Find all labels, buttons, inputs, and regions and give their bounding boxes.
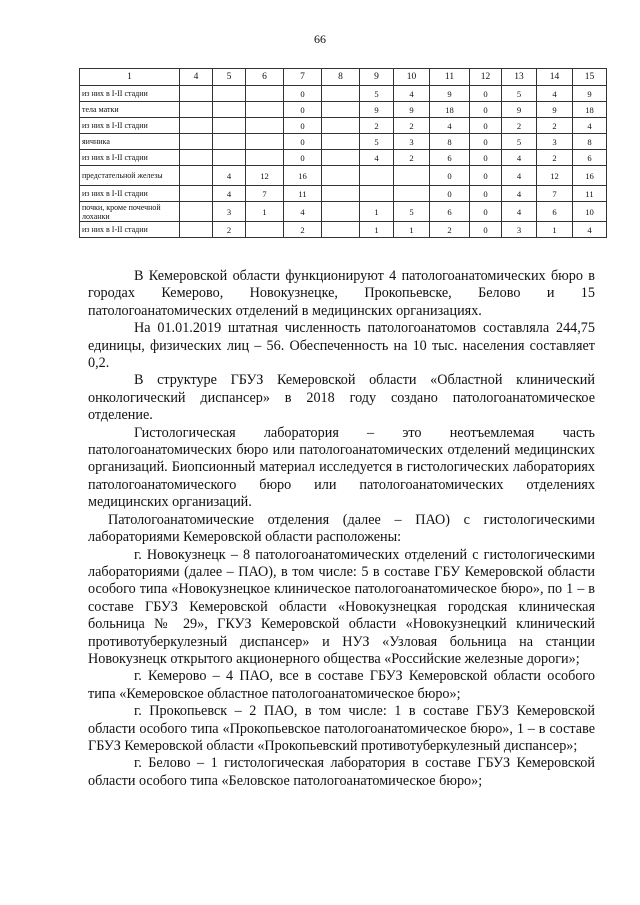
table-cell: 16 <box>573 166 607 186</box>
table-cell: 4 <box>573 222 607 238</box>
table-cell <box>180 202 213 222</box>
table-cell: 6 <box>430 150 470 166</box>
table-cell: 3 <box>502 222 537 238</box>
table-cell: 16 <box>284 166 322 186</box>
table-cell: 9 <box>502 102 537 118</box>
table-cell: 2 <box>360 118 394 134</box>
paragraph-novokuznetsk: г. Новокузнецк – 8 патологоанатомических отделений с гистологическими лабораториями (далее – ПАО), в том числе: 5 в составе ГБУ Кемеровской области особого типа «Новокузнецкое клиническое патологоанатомическое бюро», по 1 – в составе ГБУЗ Кемеровской области «Новокузнецкая городская клиническая больница № 29», ГКУЗ Кемеровской области «Новокузнецкий клинический противотуберкулезный диспансер» и НУЗ «Узловая больница на станции Новокузнецк открытого акционерного общества «Российские железные дороги»; <box>88 546 595 667</box>
table-cell: 4 <box>360 150 394 166</box>
table-row <box>80 202 607 222</box>
table-cell <box>246 134 284 150</box>
table-cell: 0 <box>470 186 502 202</box>
column-header: 13 <box>502 69 537 86</box>
table-cell: 5 <box>502 86 537 102</box>
column-header: 14 <box>537 69 573 86</box>
table-cell: 4 <box>502 150 537 166</box>
row-label: из них в I-II стадии <box>80 222 180 238</box>
paragraph-oncology-department: В структуре ГБУЗ Кемеровской области «Областной клинический онкологический диспансер» в 2018 году создано патологоанатомическое отделение. <box>88 372 595 424</box>
table-cell: 4 <box>537 86 573 102</box>
table-cell <box>322 202 360 222</box>
row-label: почки, кроме почечной лоханки <box>80 202 180 222</box>
table-cell: 4 <box>502 202 537 222</box>
paragraph-pao-intro: Патологоанатомические отделения (далее – ПАО) с гистологическими лабораториями Кемеровской области расположены: <box>88 511 595 546</box>
table-cell <box>180 102 213 118</box>
table-cell: 6 <box>430 202 470 222</box>
table-cell: 0 <box>284 102 322 118</box>
table-cell: 6 <box>537 202 573 222</box>
table-cell <box>394 166 430 186</box>
table-cell <box>322 102 360 118</box>
table-cell <box>246 86 284 102</box>
table-cell <box>394 186 430 202</box>
table-cell: 5 <box>502 134 537 150</box>
paragraph-histology-lab: Гистологическая лаборатория – это неотъемлемая часть патологоанатомических бюро или патологоанатомических отделений медицинских организаций. Биопсионный материал исследуется в гистологических лабораториях патологоанатомического бюро или патологоанатомических отделениях медицинских организаций. <box>88 424 595 511</box>
table-cell <box>213 86 246 102</box>
table-cell: 9 <box>394 102 430 118</box>
table-cell: 4 <box>502 166 537 186</box>
column-header: 11 <box>430 69 470 86</box>
table-cell <box>360 166 394 186</box>
table-cell <box>246 118 284 134</box>
table-cell: 4 <box>394 86 430 102</box>
table-cell: 18 <box>573 102 607 118</box>
table-cell: 1 <box>394 222 430 238</box>
table-cell <box>213 150 246 166</box>
table-cell <box>213 102 246 118</box>
table-cell: 0 <box>430 186 470 202</box>
row-label: предстательной железы <box>80 166 180 186</box>
table-cell: 5 <box>394 202 430 222</box>
table-cell <box>180 186 213 202</box>
table-cell: 1 <box>360 222 394 238</box>
table-cell: 4 <box>502 186 537 202</box>
table-cell: 4 <box>430 118 470 134</box>
table-cell: 2 <box>502 118 537 134</box>
column-header: 8 <box>322 69 360 86</box>
table-cell: 1 <box>360 202 394 222</box>
table-cell: 4 <box>213 166 246 186</box>
table-cell <box>322 134 360 150</box>
table-cell <box>322 150 360 166</box>
table-cell <box>180 86 213 102</box>
table-row <box>80 150 607 166</box>
table-cell: 7 <box>246 186 284 202</box>
table-cell: 2 <box>537 150 573 166</box>
row-label: тела матки <box>80 102 180 118</box>
table-cell: 9 <box>573 86 607 102</box>
table-cell <box>180 118 213 134</box>
row-label: из них в I-II стадии <box>80 150 180 166</box>
table-cell <box>322 222 360 238</box>
table-cell: 0 <box>470 166 502 186</box>
table-cell: 2 <box>213 222 246 238</box>
table-cell: 5 <box>360 86 394 102</box>
table-cell: 4 <box>284 202 322 222</box>
table-row <box>80 222 607 238</box>
table-cell: 2 <box>394 118 430 134</box>
table-cell: 4 <box>213 186 246 202</box>
column-header: 6 <box>246 69 284 86</box>
column-header: 10 <box>394 69 430 86</box>
table-cell: 0 <box>470 222 502 238</box>
table-cell: 0 <box>430 166 470 186</box>
table-cell: 8 <box>573 134 607 150</box>
table-cell: 0 <box>284 150 322 166</box>
table-cell: 0 <box>284 134 322 150</box>
row-label: из них в I-II стадии <box>80 186 180 202</box>
column-header: 5 <box>213 69 246 86</box>
page-number: 66 <box>314 32 326 46</box>
paragraph-belovo: г. Белово – 1 гистологическая лаборатория в составе ГБУЗ Кемеровской области особого типа «Беловское патологоанатомическое бюро»; <box>88 755 595 789</box>
table-cell: 6 <box>573 150 607 166</box>
table-cell: 3 <box>213 202 246 222</box>
table-cell <box>322 166 360 186</box>
table-cell <box>180 222 213 238</box>
table-cell: 0 <box>284 86 322 102</box>
table-cell: 0 <box>470 118 502 134</box>
table-cell <box>322 86 360 102</box>
column-header: 15 <box>573 69 607 86</box>
column-header: 9 <box>360 69 394 86</box>
table-cell <box>246 150 284 166</box>
table-row <box>80 186 607 202</box>
row-label: из них в I-II стадии <box>80 86 180 102</box>
table-row <box>80 134 607 150</box>
table-row <box>80 86 607 102</box>
table-cell: 2 <box>537 118 573 134</box>
table-cell <box>246 102 284 118</box>
table-cell: 9 <box>360 102 394 118</box>
table-cell: 18 <box>430 102 470 118</box>
table-cell <box>322 186 360 202</box>
table-cell: 0 <box>470 134 502 150</box>
table-row <box>80 102 607 118</box>
column-header: 12 <box>470 69 502 86</box>
table-cell <box>180 150 213 166</box>
table-cell <box>180 134 213 150</box>
table-cell: 2 <box>394 150 430 166</box>
table-cell <box>180 166 213 186</box>
table-cell: 8 <box>430 134 470 150</box>
table-row <box>80 118 607 134</box>
table-cell: 1 <box>246 202 284 222</box>
table-cell: 0 <box>470 86 502 102</box>
table-row <box>80 166 607 186</box>
table-cell: 3 <box>394 134 430 150</box>
table-cell: 12 <box>246 166 284 186</box>
table-cell: 0 <box>470 150 502 166</box>
paragraph-prokopyevsk: г. Прокопьевск – 2 ПАО, в том числе: 1 в составе ГБУЗ Кемеровской области особого типа «Прокопьевское патологоанатомическое бюро», 1 – в составе ГБУЗ Кемеровской области «Прокопьевский противотуберкулезный диспансер»; <box>88 703 595 754</box>
paragraph-bureaus: В Кемеровской области функционируют 4 патологоанатомических бюро в городах Кемерово, Новокузнецке, Прокопьевске, Белово и 15 патологоанатомических отделений в медицинских организациях. <box>88 268 595 319</box>
table-cell: 11 <box>573 186 607 202</box>
table-cell <box>246 222 284 238</box>
paragraph-kemerovo: г. Кемерово – 4 ПАО, все в составе ГБУЗ Кемеровской области особого типа «Кемеровское областное патологоанатомическое бюро»; <box>88 668 595 702</box>
row-label: из них в I-II стадии <box>80 118 180 134</box>
table-cell <box>360 186 394 202</box>
table-header-row <box>80 69 607 86</box>
body-text <box>88 268 595 790</box>
column-header: 4 <box>180 69 213 86</box>
table-cell <box>213 118 246 134</box>
column-header: 7 <box>284 69 322 86</box>
table-cell: 12 <box>537 166 573 186</box>
table-cell <box>322 118 360 134</box>
table-cell: 10 <box>573 202 607 222</box>
table-cell <box>213 134 246 150</box>
column-header: 1 <box>80 69 180 86</box>
table-cell: 9 <box>430 86 470 102</box>
statistics-table <box>79 68 607 238</box>
table-cell: 1 <box>537 222 573 238</box>
table-cell: 4 <box>573 118 607 134</box>
row-label: яичника <box>80 134 180 150</box>
table-cell: 7 <box>537 186 573 202</box>
table-cell: 3 <box>537 134 573 150</box>
table-cell: 0 <box>470 202 502 222</box>
table-cell: 0 <box>284 118 322 134</box>
table-cell: 2 <box>430 222 470 238</box>
paragraph-staffing: На 01.01.2019 штатная численность патологоанатомов составляла 244,75 единицы, физических лиц – 56. Обеспеченность на 10 тыс. населения составляет 0,2. <box>88 320 595 372</box>
table-cell: 0 <box>470 102 502 118</box>
table-cell: 2 <box>284 222 322 238</box>
table-cell: 9 <box>537 102 573 118</box>
table-cell: 11 <box>284 186 322 202</box>
table-cell: 5 <box>360 134 394 150</box>
